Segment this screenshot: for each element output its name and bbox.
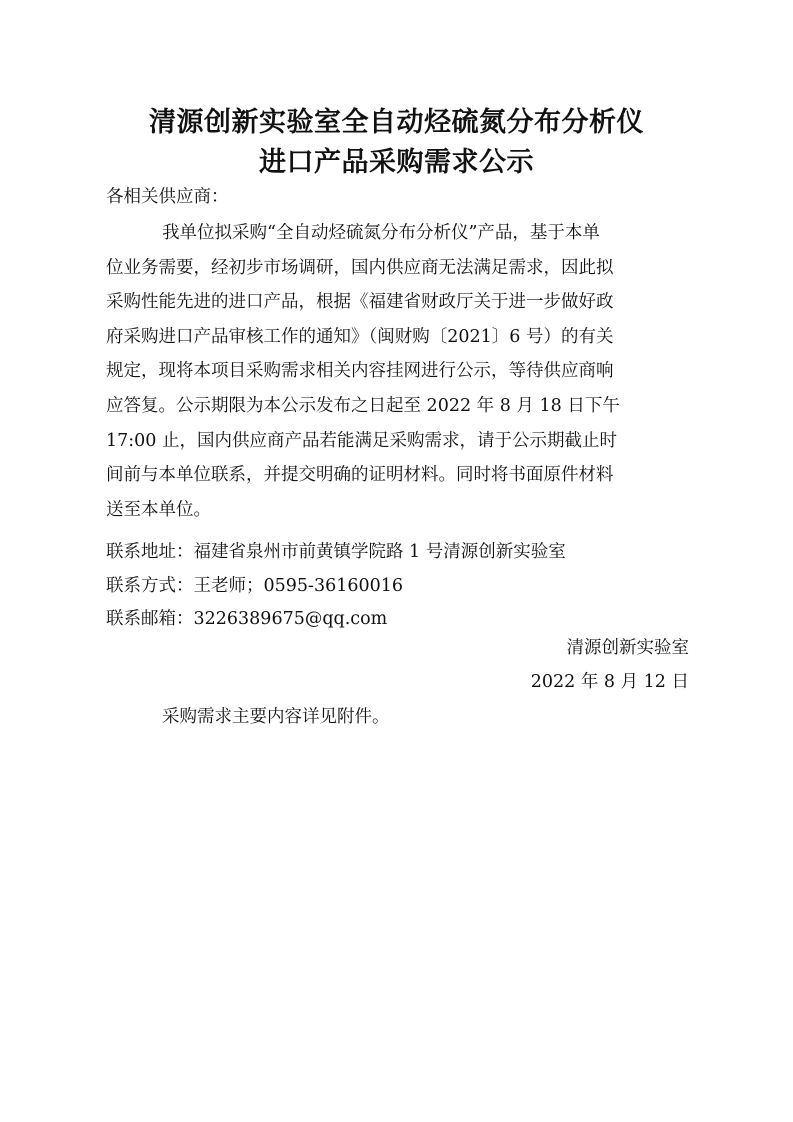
body-paragraph <box>106 216 691 527</box>
body-line: 17:00 止，国内供应商产品若能满足采购需求，请于公示期截止时 <box>106 430 617 451</box>
document-title-line-2: 进口产品采购需求公示 <box>259 147 534 178</box>
contact-email: 联系邮箱：3226389675@qq.com <box>106 609 388 629</box>
body-line: 送至本单位。 <box>106 499 211 520</box>
body-line: 应答复。公示期限为本公示发布之日起至 2022 年 8 月 18 日下午 <box>106 395 620 416</box>
contact-address: 联系地址：福建省泉州市前黄镇学院路 1 号清源创新实验室 <box>106 542 566 562</box>
signature-date: 2022 年 8 月 12 日 <box>530 672 689 692</box>
salutation: 各相关供应商： <box>106 187 229 207</box>
attachment-note: 采购需求主要内容详见附件。 <box>162 707 390 727</box>
contact-phone: 联系方式：王老师；0595-36160016 <box>106 576 404 596</box>
body-line: 我单位拟采购“全自动烃硫氮分布分析仪”产品，基于本单 <box>162 223 600 243</box>
body-line: 采购性能先进的进口产品，根据《福建省财政厅关于进一步做好政 <box>106 292 614 313</box>
signature-organization: 清源创新实验室 <box>566 638 689 658</box>
document-title-line-1: 清源创新实验室全自动烃硫氮分布分析仪 <box>149 107 644 138</box>
body-line: 间前与本单位联系，并提交明确的证明材料。同时将书面原件材料 <box>106 465 614 486</box>
body-line: 规定，现将本项目采购需求相关内容挂网进行公示，等待供应商响 <box>106 361 614 382</box>
body-line: 位业务需要，经初步市场调研，国内供应商无法满足需求，因此拟 <box>106 257 614 278</box>
body-line: 府采购进口产品审核工作的通知》（闽财购〔2021〕6 号）的有关 <box>106 326 614 347</box>
